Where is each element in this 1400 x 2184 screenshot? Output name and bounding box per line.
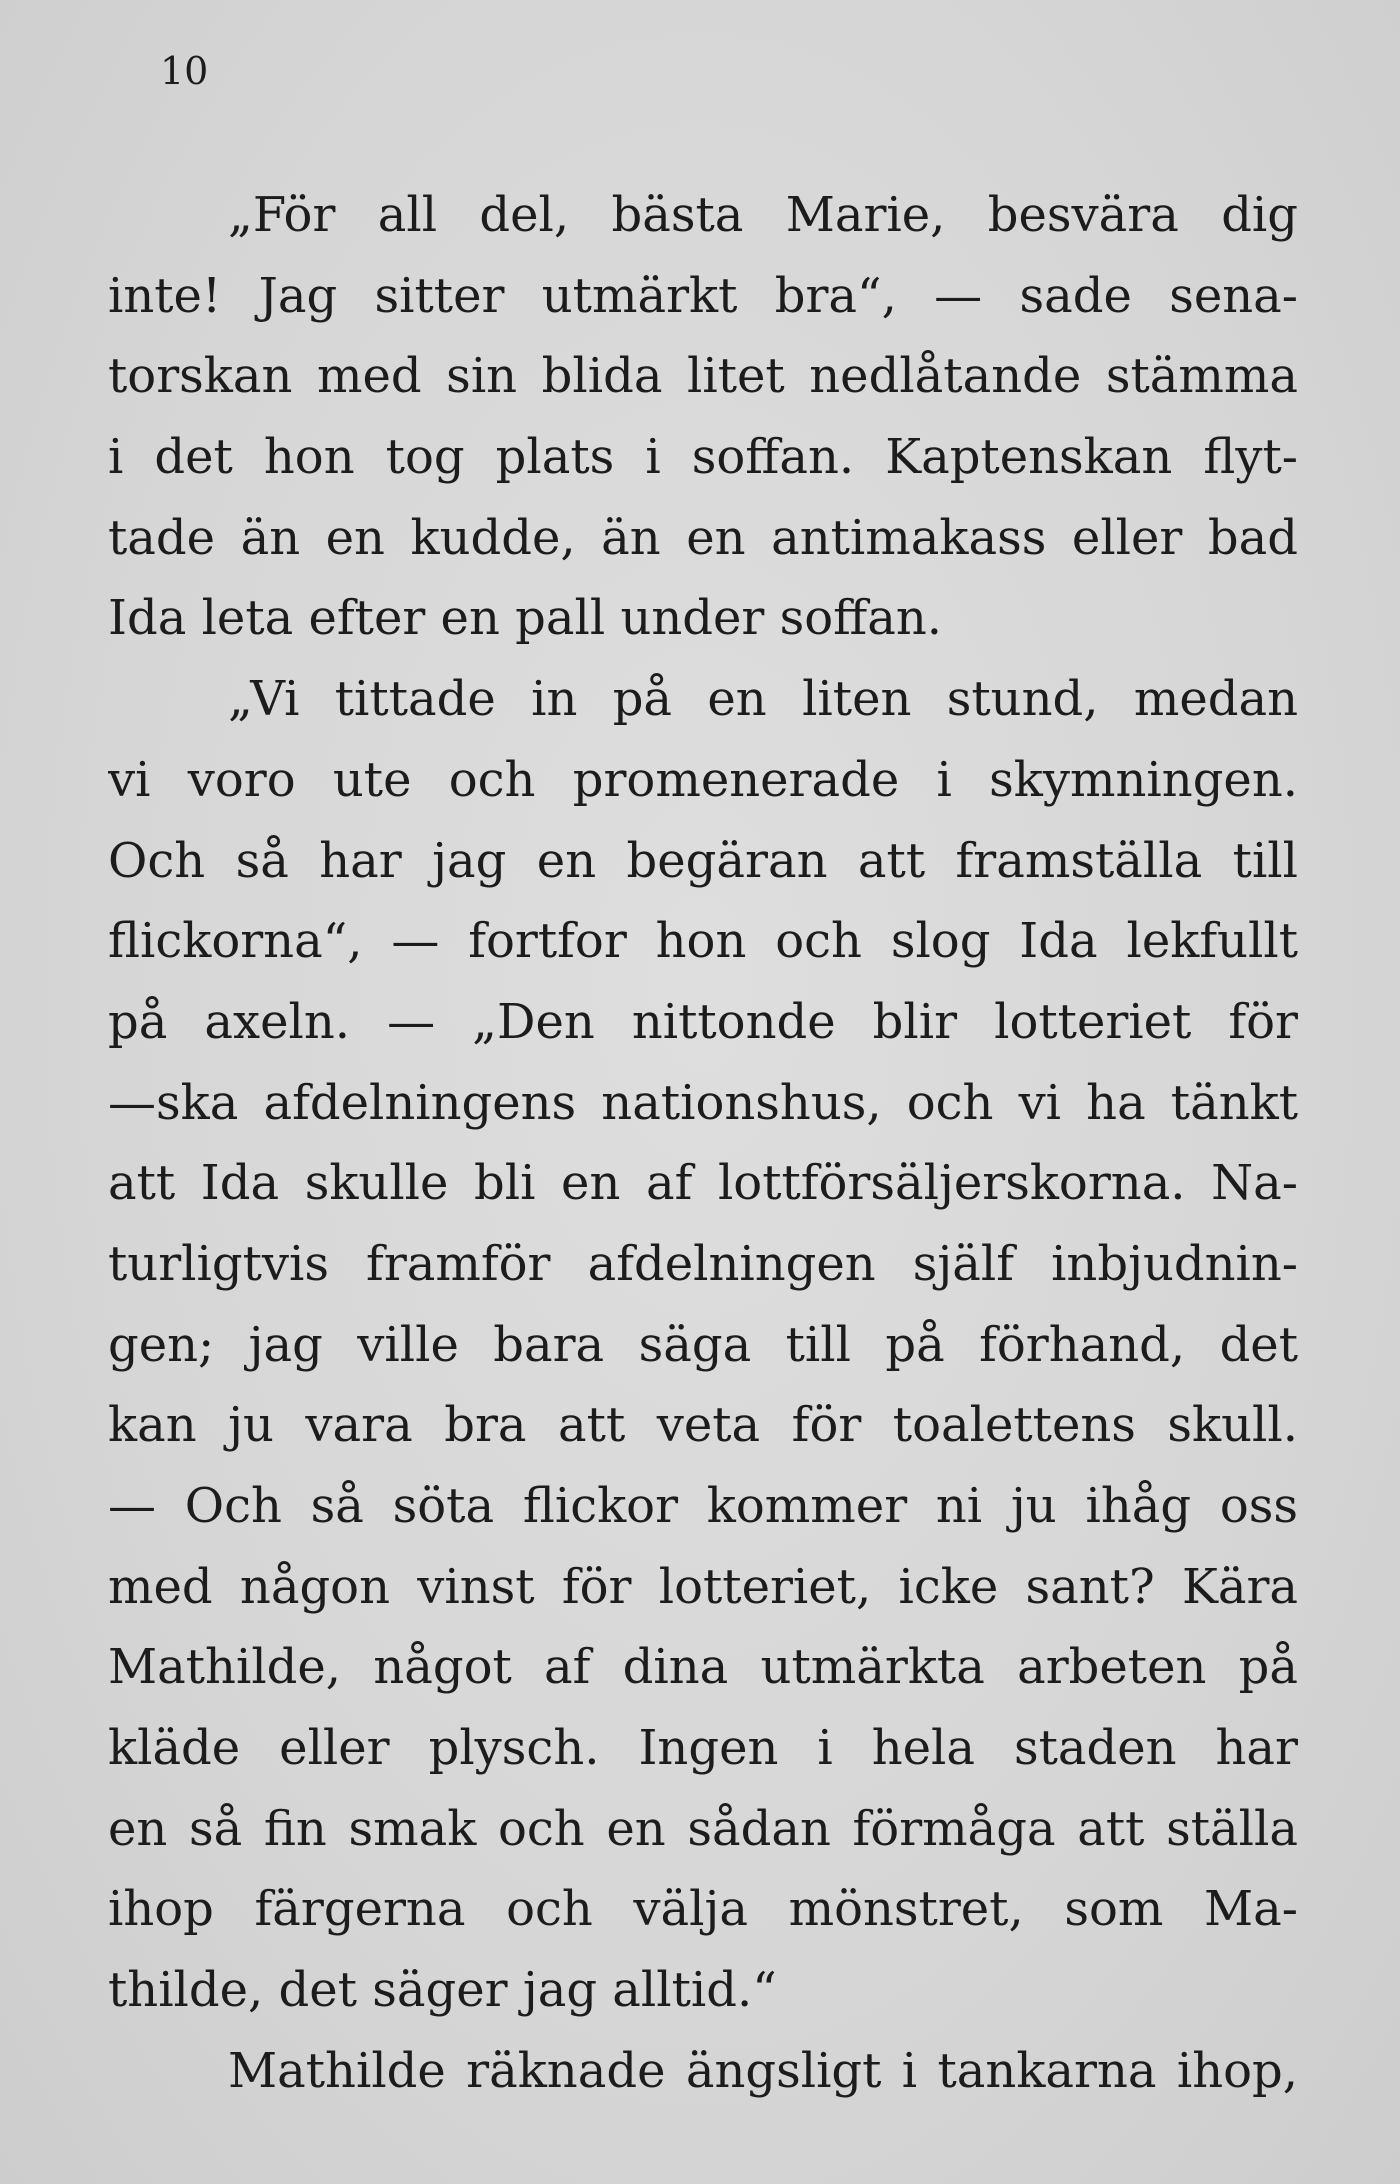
text-line: „För all del, bästa Marie, besvära dig — [228, 187, 1298, 243]
text-line: inte! Jag sitter utmärkt bra“, — sade sena- — [108, 267, 1298, 324]
text-line: „Vi tittade in på en liten stund, medan — [228, 671, 1298, 728]
text-line: tade än en kudde, än en antimakass eller bad — [108, 509, 1298, 566]
page-number: 10 — [160, 49, 209, 93]
text-line: turligtvis framför afdelningen själf inbjudnin- — [108, 1235, 1298, 1292]
text-line: — Och så söta flickor kommer ni ju ihåg oss — [108, 1478, 1298, 1534]
text-line: Ida leta efter en pall under soffan. — [108, 590, 943, 647]
body-text — [108, 175, 1298, 2112]
text-line: en så fin smak och en sådan förmåga att ställa — [108, 1800, 1298, 1857]
text-line: i det hon tog plats i soffan. Kaptenskan flyt- — [108, 429, 1298, 486]
text-line: att Ida skulle bli en af lottförsäljerskorna. Na- — [108, 1155, 1298, 1212]
text-line: Mathilde räknade ängsligt i tankarna ihop, — [228, 2042, 1298, 2099]
text-line: flickorna“, — fortfor hon och slog Ida lekfullt — [108, 913, 1298, 970]
text-line: ihop färgerna och välja mönstret, som Ma- — [108, 1881, 1298, 1938]
text-line: thilde, det säger jag alltid.“ — [108, 1962, 777, 2019]
text-line: gen; jag ville bara säga till på förhand, det — [108, 1316, 1298, 1373]
text-line: torskan med sin blida litet nedlåtande stämma — [108, 348, 1298, 405]
text-line: vi voro ute och promenerade i skymningen. — [108, 751, 1298, 808]
text-line: kan ju vara bra att veta för toalettens skull. — [108, 1397, 1298, 1454]
text-line: Och så har jag en begäran att framställa till — [108, 832, 1298, 889]
text-line: —ska afdelningens nationshus, och vi ha tänkt — [108, 1074, 1298, 1131]
text-line: kläde eller plysch. Ingen i hela staden har — [108, 1720, 1298, 1777]
text-line: med någon vinst för lotteriet, icke sant? Kära — [108, 1558, 1298, 1615]
text-line: Mathilde, något af dina utmärkta arbeten på — [108, 1639, 1298, 1696]
text-line: på axeln. — „Den nittonde blir lotteriet för — [108, 993, 1298, 1050]
